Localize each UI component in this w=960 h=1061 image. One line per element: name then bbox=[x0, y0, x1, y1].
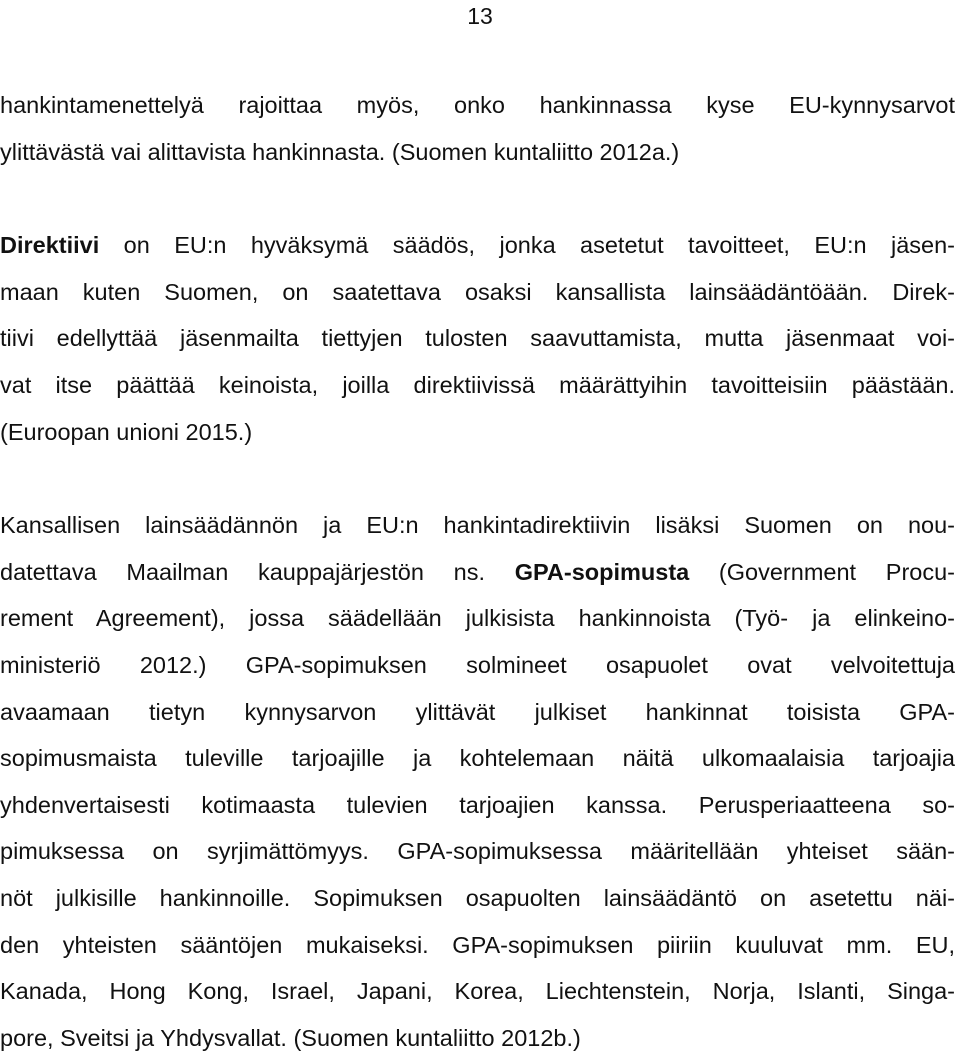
text-line bbox=[0, 502, 955, 549]
paragraph bbox=[0, 502, 955, 1061]
text-line bbox=[0, 362, 955, 409]
text-line bbox=[0, 129, 955, 176]
text-run: (Euroopan unioni 2015.) bbox=[0, 418, 253, 445]
paragraph-list bbox=[0, 82, 955, 1061]
text-run: Kansallisen lainsäädännön ja EU:n hankintadirektiivin lisäksi Suomen on nou- bbox=[0, 512, 955, 539]
page-number: 13 bbox=[467, 3, 493, 29]
text-line bbox=[0, 875, 955, 922]
paragraph-gap bbox=[0, 455, 955, 502]
text-run: datettava Maailman kauppajärjestön ns. bbox=[0, 558, 515, 585]
text-line bbox=[0, 315, 955, 362]
bold-term: Direktiivi bbox=[0, 232, 100, 259]
text-line bbox=[0, 82, 955, 129]
text-line bbox=[0, 595, 955, 642]
text-line bbox=[0, 642, 955, 689]
text-run: ylittävästä vai alittavista hankinnasta. (Suomen kuntaliitto 2012a.) bbox=[0, 138, 680, 165]
text-run: vat itse päättää keinoista, joilla direktiivissä määrättyihin tavoitteisiin päästään. bbox=[0, 371, 955, 398]
text-run: on EU:n hyväksymä säädös, jonka asetetut tavoitteet, EU:n jäsen- bbox=[99, 232, 955, 259]
text-run: maan kuten Suomen, on saatettava osaksi kansallista lainsäädäntöään. Direk- bbox=[0, 278, 955, 305]
text-line bbox=[0, 782, 955, 829]
text-line bbox=[0, 689, 955, 736]
text-line bbox=[0, 222, 955, 269]
text-run: (Government Procu- bbox=[689, 558, 955, 585]
paragraph bbox=[0, 222, 955, 455]
text-line bbox=[0, 1015, 955, 1061]
text-line bbox=[0, 735, 955, 782]
text-line bbox=[0, 409, 955, 456]
text-run: pimuksessa on syrjimättömyys. GPA-sopimuksessa määritellään yhteiset sään- bbox=[0, 838, 955, 865]
text-run: avaamaan tietyn kynnysarvon ylittävät julkiset hankinnat toisista GPA- bbox=[0, 698, 955, 725]
paragraph-gap bbox=[0, 175, 955, 222]
text-run: rement Agreement), jossa säädellään julkisista hankinnoista (Työ- ja elinkeino- bbox=[0, 605, 955, 632]
text-run: yhdenvertaisesti kotimaasta tulevien tarjoajien kanssa. Perusperiaatteena so- bbox=[0, 791, 955, 818]
text-run: tiivi edellyttää jäsenmailta tiettyjen tulosten saavuttamista, mutta jäsenmaat voi- bbox=[0, 325, 955, 352]
bold-term: GPA-sopimusta bbox=[514, 558, 690, 585]
text-run: sopimusmaista tuleville tarjoajille ja kohtelemaan näitä ulkomaalaisia tarjoajia bbox=[0, 745, 955, 772]
text-line bbox=[0, 922, 955, 969]
text-run: den yhteisten sääntöjen mukaiseksi. GPA-sopimuksen piiriin kuuluvat mm. EU, bbox=[0, 931, 955, 958]
paragraph bbox=[0, 82, 955, 175]
document-body bbox=[0, 82, 955, 1061]
text-run: hankintamenettelyä rajoittaa myös, onko hankinnassa kyse EU-kynnysarvot bbox=[0, 92, 955, 118]
text-line bbox=[0, 269, 955, 316]
text-run: pore, Sveitsi ja Yhdysvallat. (Suomen kuntaliitto 2012b.) bbox=[0, 1024, 581, 1051]
text-line bbox=[0, 828, 955, 875]
text-line bbox=[0, 968, 955, 1015]
text-run: Kanada, Hong Kong, Israel, Japani, Korea, Liechtenstein, Norja, Islanti, Singa- bbox=[0, 978, 955, 1005]
text-run: ministeriö 2012.) GPA-sopimuksen solmineet osapuolet ovat velvoitettuja bbox=[0, 651, 955, 678]
text-line bbox=[0, 549, 955, 596]
text-run: nöt julkisille hankinnoille. Sopimuksen osapuolten lainsäädäntö on asetettu näi- bbox=[0, 884, 955, 911]
